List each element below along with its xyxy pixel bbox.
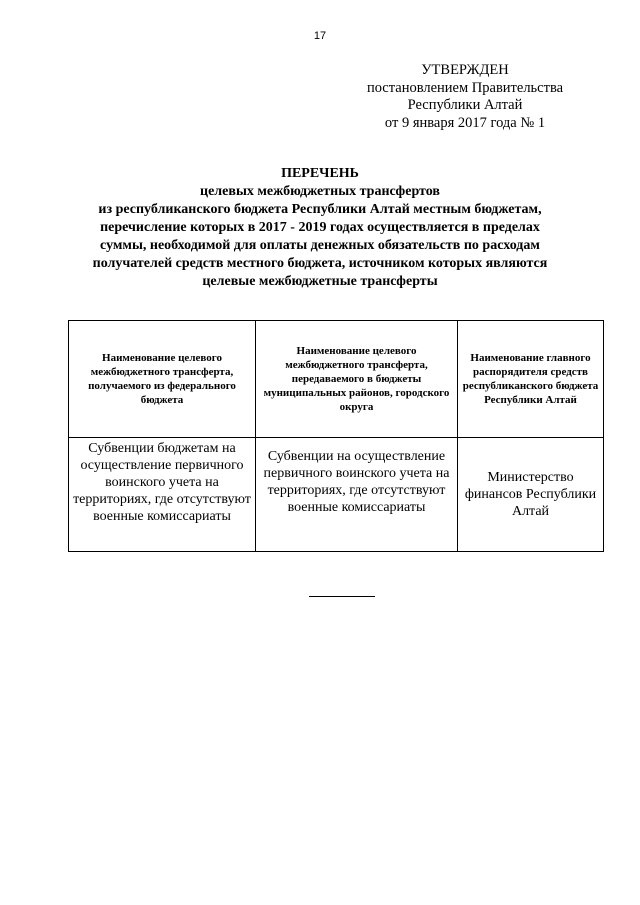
approval-line: от 9 января 2017 года № 1 (384, 114, 546, 131)
table-header-row (69, 321, 604, 438)
heading-line: из республиканского бюджета Республики Алтай местным бюджетам, (98, 202, 542, 217)
heading-line: суммы, необходимой для оплаты денежных обязательств по расходам (100, 238, 540, 253)
table-cell: Субвенции бюджетам на осуществление первичного воинского учета на территориях, где отсутствуют военные комиссариаты (69, 438, 256, 552)
heading-line: целевых межбюджетных трансфертов (200, 184, 440, 199)
column-header: Наименование главного распорядителя средств республиканского бюджета Республики Алтай (458, 321, 604, 438)
approval-title: УТВЕРЖДЕН (421, 62, 509, 78)
table-cell: Министерство финансов Республики Алтай (458, 438, 604, 552)
page-number: 17 (313, 30, 327, 42)
document-title: ПЕРЕЧЕНЬ (281, 166, 359, 181)
table-row (69, 438, 604, 552)
column-header: Наименование целевого межбюджетного трансферта, передаваемого в бюджеты муниципальных районов, городского округа (256, 321, 458, 438)
approval-line: постановлением Правительства (366, 79, 564, 96)
transfers-table (68, 320, 604, 552)
document-heading (60, 165, 580, 291)
table-cell: Субвенции на осуществление первичного воинского учета на территориях, где отсутствуют военные комиссариаты (256, 438, 458, 552)
column-header: Наименование целевого межбюджетного трансферта, получаемого из федерального бюджета (69, 321, 256, 438)
heading-line: получателей средств местного бюджета, источником которых являются (92, 256, 548, 271)
heading-line: перечисление которых в 2017 - 2019 годах осуществляется в пределах (100, 220, 540, 235)
end-divider (309, 596, 375, 597)
approval-stamp (340, 62, 590, 132)
approval-line: Республики Алтай (407, 97, 523, 113)
heading-line: целевые межбюджетные трансферты (202, 274, 438, 289)
